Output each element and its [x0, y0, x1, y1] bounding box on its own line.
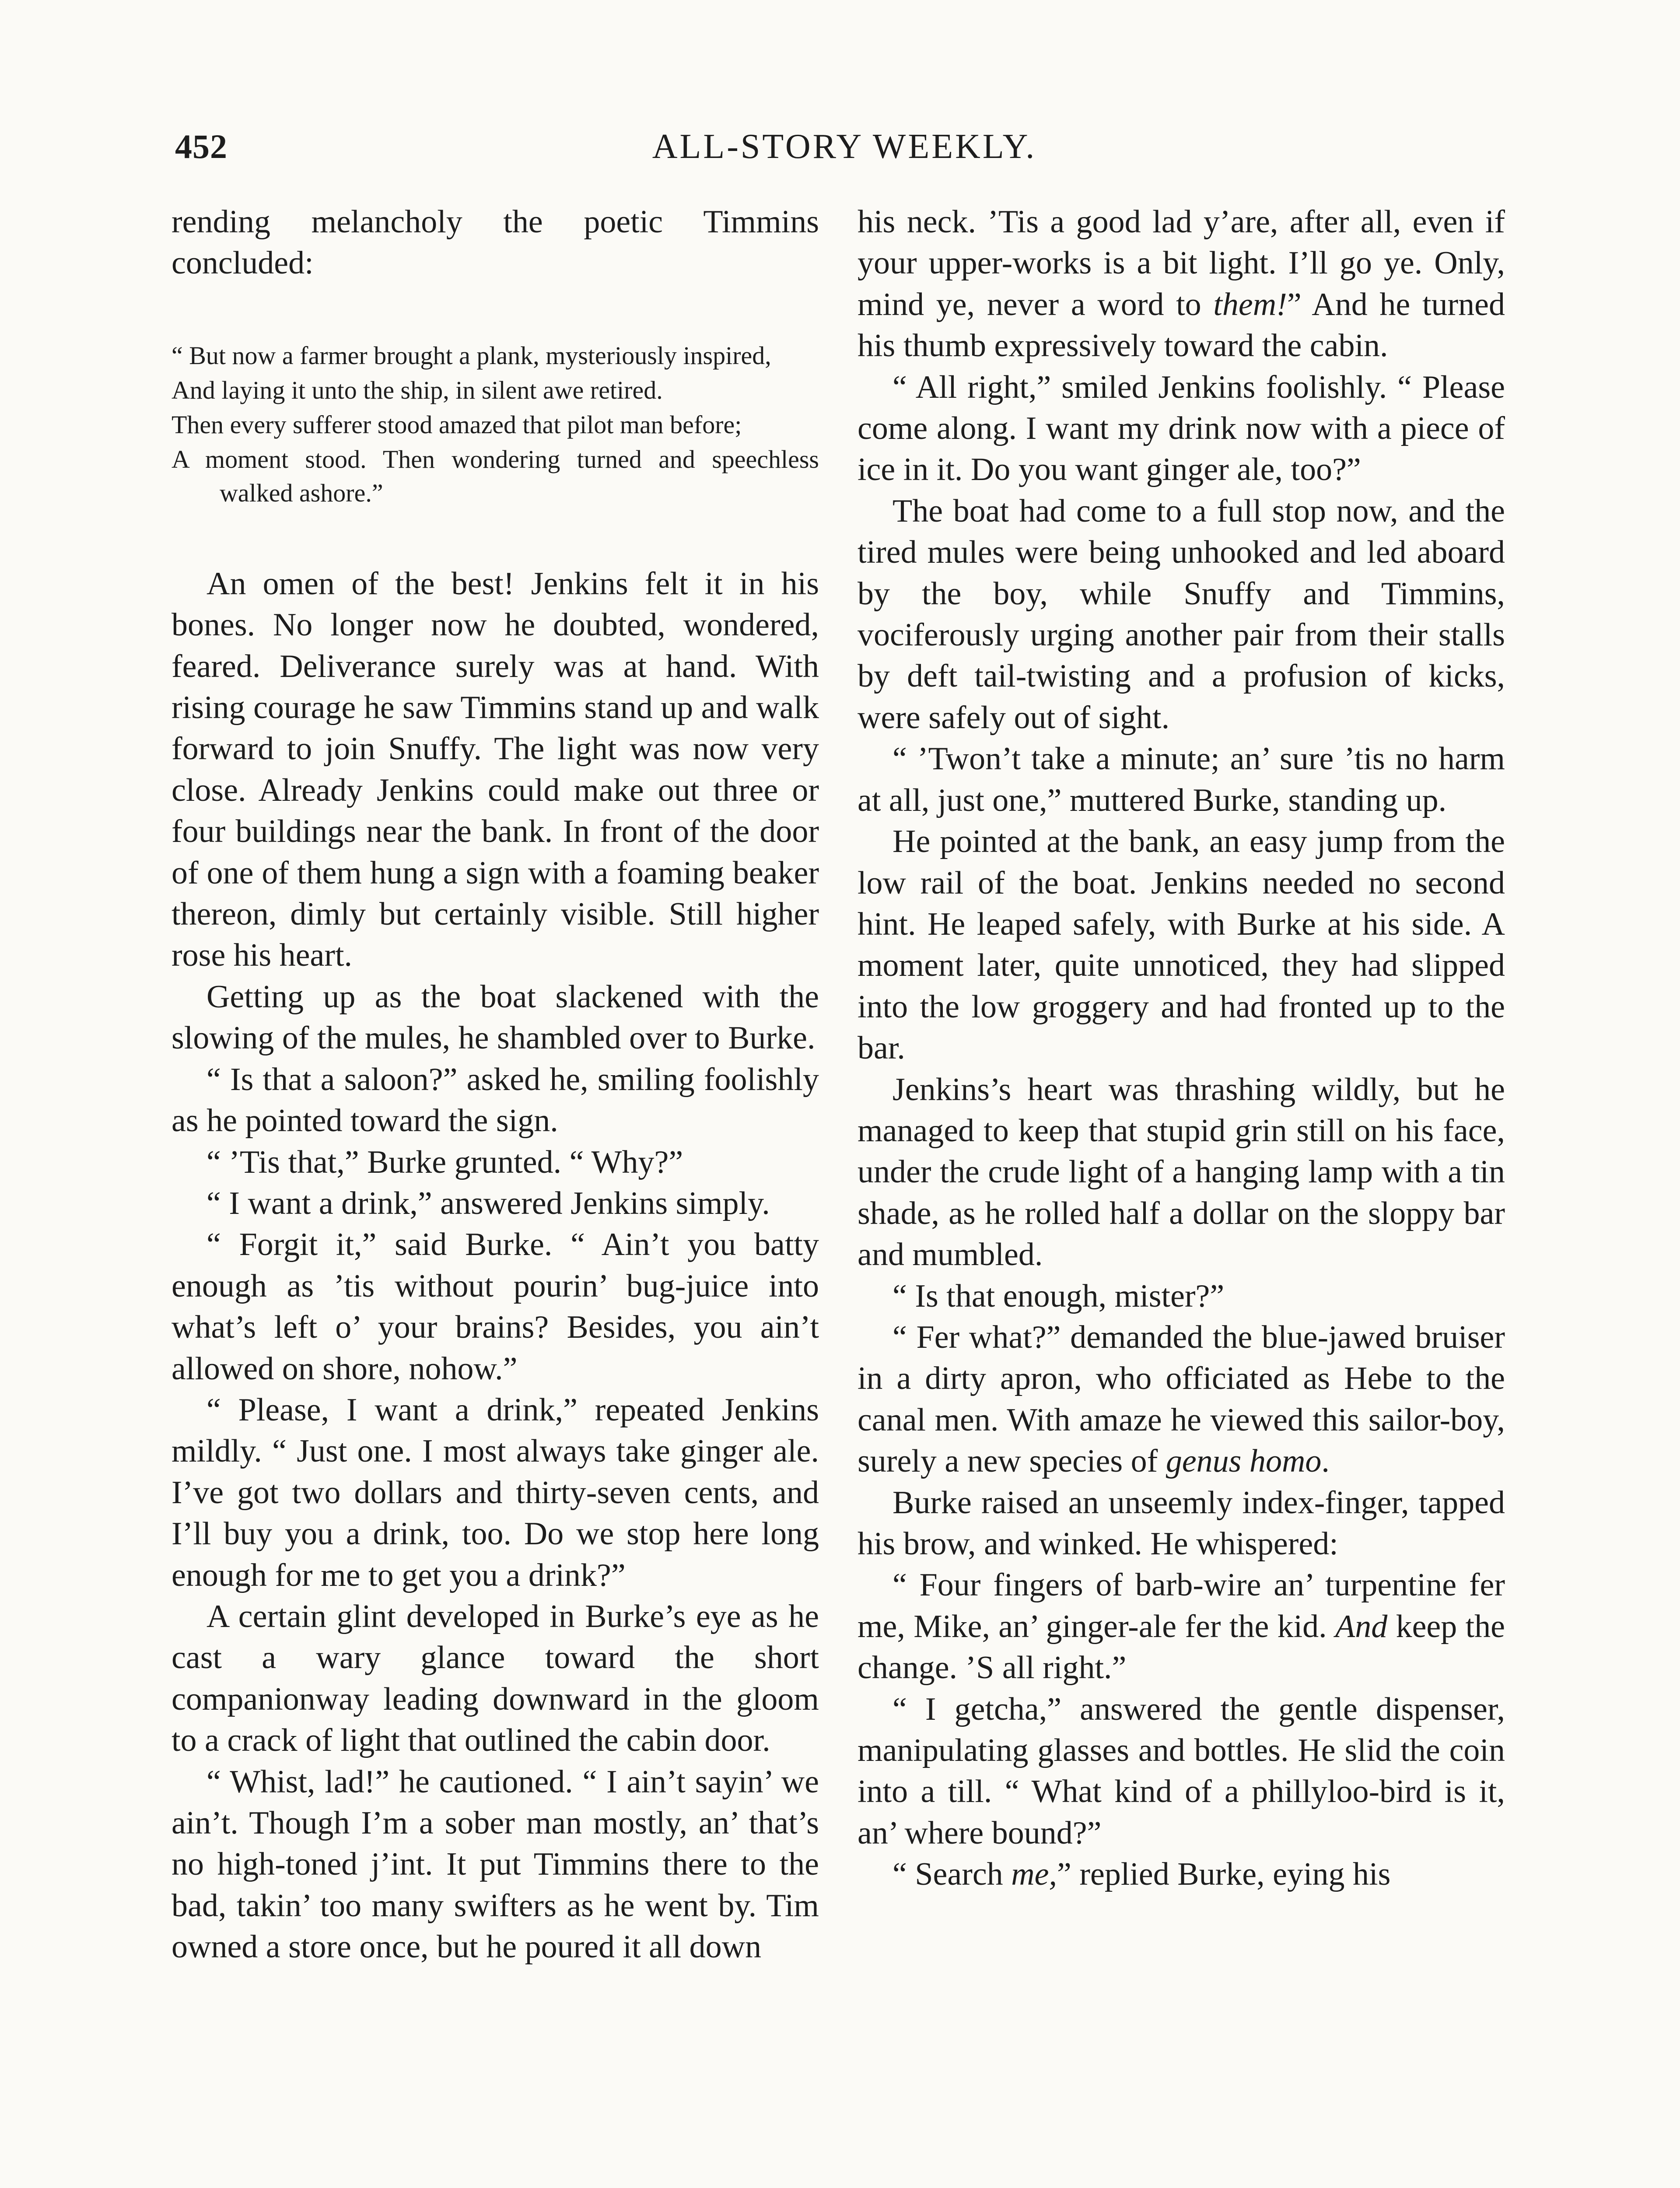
text-run: keep the change. ’S all right.”	[858, 1608, 1505, 1686]
emphasis: And	[1335, 1608, 1388, 1645]
text-run: “ Search	[892, 1856, 1012, 1893]
paragraph: “ Please, I want a drink,” repeated Jenkins mildly. “ Just one. I most always take ginger ale. I’ve got two dollars and thirty-seven cents, and I’ll buy you a drink, too. Do we stop here long enough for me to get you a drink?”	[172, 1392, 819, 1593]
paragraph: Getting up as the boat slackened with the slowing of the mules, he shambled over to Burke.	[172, 978, 819, 1056]
poem-line: A moment stood. Then wondering turned and speechless walked ashore.”	[172, 445, 819, 507]
paragraph: “ Whist, lad!” he cautioned. “ I ain’t sayin’ we ain’t. Though I’m a sober man mostly, an’ that’s no high-toned j’int. It put Timmins there to the bad, takin’ too many swifters as he went by. Tim owned a store once, but he poured it all down	[172, 1764, 819, 1965]
paragraph: He pointed at the bank, an easy jump from the low rail of the boat. Jenkins needed no second hint. He leaped safely, with Burke at his side. A moment later, quite unnoticed, they had slipped into the low groggery and had fronted up to the bar.	[858, 824, 1505, 1066]
paragraph: “ All right,” smiled Jenkins foolishly. “ Please come along. I want my drink now with a piece of ice in it. Do you want ginger ale, too?”	[858, 369, 1505, 488]
text-run: “ Four fingers of barb-wire an’ turpentine fer me, Mike, an’ ginger-ale fer the kid.	[858, 1567, 1505, 1645]
paragraph	[858, 1317, 1505, 1482]
lead-text: rending melancholy the poetic Timmins concluded:	[172, 204, 819, 281]
paragraph: “ ’Twon’t take a minute; an’ sure ’tis no harm at all, just one,” muttered Burke, standing up.	[858, 741, 1505, 818]
poem-line: Then every sufferer stood amazed that pilot man before;	[172, 410, 742, 439]
paragraph: “ ’Tis that,” Burke grunted. “ Why?”	[206, 1144, 683, 1180]
paragraph: Burke raised an unseemly index-finger, tapped his brow, and winked. He whispered:	[858, 1484, 1505, 1562]
text-run: ” And he turned his thumb expressively toward the cabin.	[858, 286, 1505, 364]
paragraph: Jenkins’s heart was thrashing wildly, but he managed to keep that stupid grin still on his face, under the crude light of a hanging lamp with a tin shade, as he rolled half a dollar on the sloppy bar and mumbled.	[858, 1071, 1505, 1273]
paragraph: “ Is that a saloon?” asked he, smiling foolishly as he pointed toward the sign.	[172, 1061, 819, 1139]
page-header	[175, 127, 1514, 179]
paragraph: “ I want a drink,” answered Jenkins simply.	[206, 1185, 770, 1221]
paragraph	[858, 1854, 1505, 1895]
paragraph	[858, 201, 1505, 367]
right-column	[858, 201, 1505, 1895]
emphasis: them!	[1213, 286, 1287, 323]
running-title: ALL-STORY WEEKLY.	[652, 127, 1037, 166]
emphasis: me,	[1011, 1856, 1057, 1893]
poem-block	[172, 339, 819, 510]
text-run: .	[1321, 1443, 1330, 1480]
paragraph: An omen of the best! Jenkins felt it in his bones. No longer now he doubted, wondered, feared. Deliverance surely was at hand. With rising courage he saw Timmins stand up and walk forward to join Snuffy. The light was now very close. Already Jenkins could make out three or four buildings near the bank. In front of the door of one of them hung a sign with a foaming beaker thereon, dimly but certainly visible. Still higher rose his heart.	[172, 565, 819, 974]
paragraph	[858, 1564, 1505, 1688]
text-run: his neck. ’Tis a good lad y’are, after all, even if your upper-works is a bit light. I’ll go ye. Only, mind ye, never a word to	[858, 204, 1505, 323]
page-number: 452	[175, 127, 228, 165]
poem-line: “ But now a farmer brought a plank, mysteriously inspired,	[172, 341, 771, 370]
poem-line: And laying it unto the ship, in silent awe retired.	[172, 375, 663, 404]
text-run: “ Fer what?” demanded the blue-jawed bruiser in a dirty apron, who officiated as Hebe to the canal men. With amaze he viewed this sailor-boy, surely a new species of	[858, 1319, 1505, 1480]
paragraph: “ Forgit it,” said Burke. “ Ain’t you batty enough as ’tis without pourin’ bug-juice into what’s left o’ your brains? Besides, you ain’t allowed on shore, nohow.”	[172, 1227, 819, 1387]
paragraph: The boat had come to a full stop now, and the tired mules were being unhooked and led aboard by the boy, while Snuffy and Timmins, vociferously urging another pair from their stalls by deft tail-twisting and a profusion of kicks, were safely out of sight.	[858, 493, 1505, 736]
paragraph: A certain glint developed in Burke’s eye as he cast a wary glance toward the short companionway leading downward in the gloom to a crack of light that outlined the cabin door.	[172, 1598, 819, 1759]
text-run: ” replied Burke, eying his	[1057, 1856, 1391, 1893]
paragraph: “ Is that enough, mister?”	[892, 1278, 1225, 1314]
emphasis: genus homo	[1166, 1443, 1322, 1480]
left-column	[172, 201, 819, 1968]
paragraph: “ I getcha,” answered the gentle dispenser, manipulating glasses and bottles. He slid the coin into a till. “ What kind of a phillyloo-bird is it, an’ where bound?”	[858, 1691, 1505, 1851]
